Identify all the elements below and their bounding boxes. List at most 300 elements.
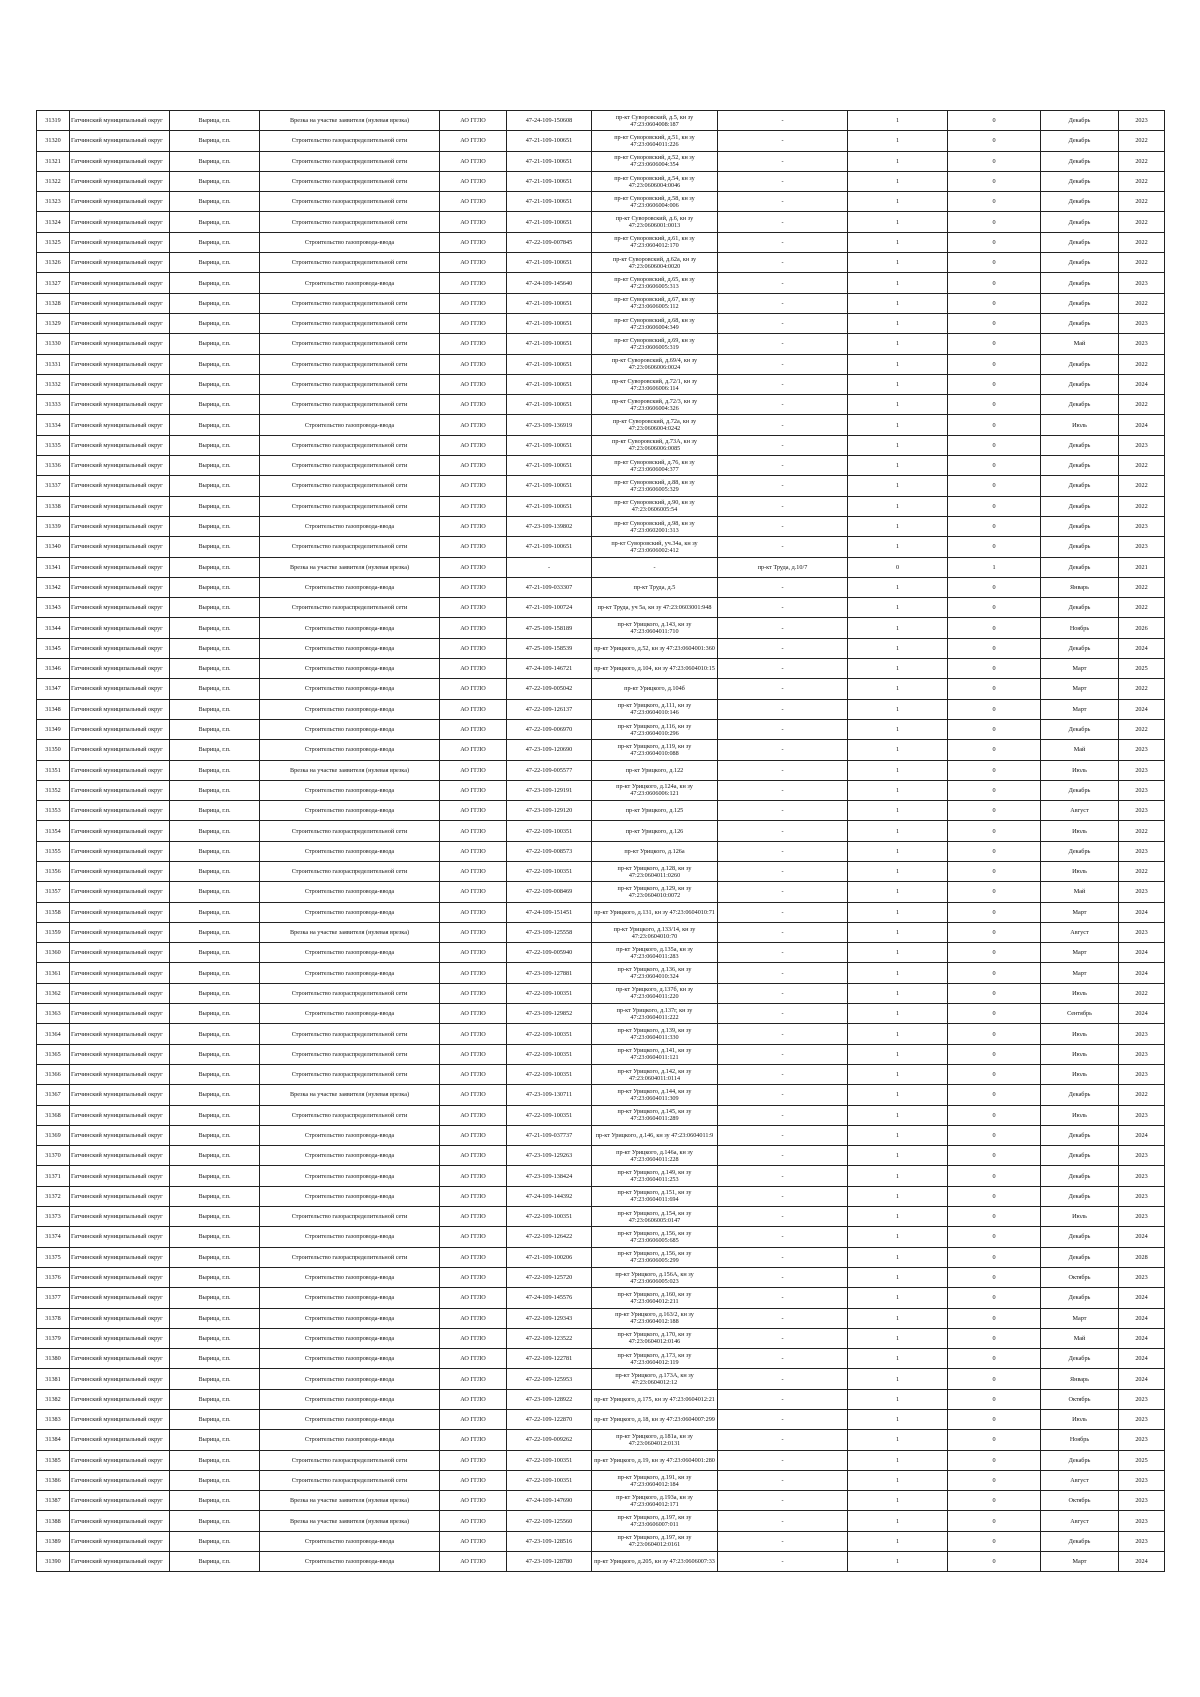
work-type-cell: Строительство газораспределительной сети	[260, 1024, 440, 1044]
table-row	[37, 983, 1165, 1003]
municipality-cell: Гатчинский муниципальный округ	[70, 1470, 170, 1490]
address-alt-cell: -	[718, 943, 848, 963]
year-cell: 2023	[1119, 1491, 1165, 1511]
organization-cell: АО ГГЛО	[440, 1146, 507, 1166]
tu-number-cell: 47-21-109-100651	[507, 395, 592, 415]
tu-number-cell: 47-21-109-033307	[507, 577, 592, 597]
year-cell: 2022	[1119, 821, 1165, 841]
tu-number-cell: 47-21-109-100651	[507, 131, 592, 151]
address-cadastral-cell: пр-кт Урицкого, д.125	[592, 801, 718, 821]
tu-number-cell: 47-21-109-100651	[507, 374, 592, 394]
organization-cell: АО ГГЛО	[440, 313, 507, 333]
count-b-cell: 0	[948, 1491, 1041, 1511]
year-cell: 2023	[1119, 1105, 1165, 1125]
row-number-cell: 31389	[37, 1531, 70, 1551]
count-a-cell: 1	[848, 1470, 948, 1490]
table-row	[37, 1491, 1165, 1511]
tu-number-cell: 47-24-109-144392	[507, 1186, 592, 1206]
count-a-cell: 1	[848, 598, 948, 618]
count-a-cell: 1	[848, 1064, 948, 1084]
address-alt-cell: -	[718, 1328, 848, 1348]
address-cadastral-cell: пр-кт Суворовский, д.54, кн зу 47:23:0606004:0046	[592, 171, 718, 191]
month-cell: Март	[1041, 1308, 1119, 1328]
count-b-cell: 0	[948, 232, 1041, 252]
address-cadastral-cell: пр-кт Суворовский, д.65, кн зу 47:23:0606005:313	[592, 273, 718, 293]
address-cadastral-cell: пр-кт Труда, д.5	[592, 577, 718, 597]
address-alt-cell: -	[718, 1227, 848, 1247]
row-number-cell: 31382	[37, 1389, 70, 1409]
work-type-cell: Строительство газопровода-ввода	[260, 740, 440, 760]
organization-cell: АО ГГЛО	[440, 801, 507, 821]
work-type-cell: Строительство газораспределительной сети	[260, 1450, 440, 1470]
address-alt-cell: -	[718, 476, 848, 496]
organization-cell: АО ГГЛО	[440, 151, 507, 171]
address-cadastral-cell: пр-кт Урицкого, д.129, кн зу 47:23:0604010:0072	[592, 882, 718, 902]
tu-number-cell: 47-21-109-100651	[507, 293, 592, 313]
month-cell: Декабрь	[1041, 456, 1119, 476]
count-a-cell: 1	[848, 374, 948, 394]
month-cell: Ноябрь	[1041, 1430, 1119, 1450]
settlement-cell: Вырица, г.п.	[170, 151, 260, 171]
address-cadastral-cell: пр-кт Суворовский, д.98, кн зу 47:23:0602001:313	[592, 516, 718, 536]
work-type-cell: Строительство газопровода-ввода	[260, 1267, 440, 1287]
count-a-cell: 1	[848, 1186, 948, 1206]
count-a-cell: 1	[848, 821, 948, 841]
address-alt-cell: -	[718, 1064, 848, 1084]
address-alt-cell: -	[718, 740, 848, 760]
tu-number-cell: 47-22-109-126137	[507, 699, 592, 719]
row-number-cell: 31328	[37, 293, 70, 313]
work-type-cell: Строительство газораспределительной сети	[260, 374, 440, 394]
settlement-cell: Вырица, г.п.	[170, 780, 260, 800]
address-alt-cell: -	[718, 1288, 848, 1308]
count-a-cell: 1	[848, 1288, 948, 1308]
row-number-cell: 31352	[37, 780, 70, 800]
month-cell: Декабрь	[1041, 1125, 1119, 1145]
row-number-cell: 31356	[37, 861, 70, 881]
municipality-cell: Гатчинский муниципальный округ	[70, 334, 170, 354]
count-b-cell: 0	[948, 659, 1041, 679]
tu-number-cell: 47-21-109-100651	[507, 496, 592, 516]
year-cell: 2024	[1119, 1004, 1165, 1024]
table-row	[37, 1105, 1165, 1125]
organization-cell: АО ГГЛО	[440, 983, 507, 1003]
count-b-cell: 0	[948, 435, 1041, 455]
table-row	[37, 963, 1165, 983]
address-alt-cell: -	[718, 537, 848, 557]
month-cell: Декабрь	[1041, 476, 1119, 496]
tu-number-cell: 47-21-109-100651	[507, 192, 592, 212]
table-row	[37, 253, 1165, 273]
address-alt-cell: -	[718, 1207, 848, 1227]
row-number-cell: 31363	[37, 1004, 70, 1024]
tu-number-cell: 47-22-109-100351	[507, 1044, 592, 1064]
year-cell: 2024	[1119, 1308, 1165, 1328]
month-cell: Март	[1041, 679, 1119, 699]
organization-cell: АО ГГЛО	[440, 537, 507, 557]
settlement-cell: Вырица, г.п.	[170, 1186, 260, 1206]
address-cadastral-cell: пр-кт Урицкого, д.126а	[592, 841, 718, 861]
settlement-cell: Вырица, г.п.	[170, 1450, 260, 1470]
row-number-cell: 31371	[37, 1166, 70, 1186]
count-b-cell: 0	[948, 1308, 1041, 1328]
year-cell: 2023	[1119, 1207, 1165, 1227]
municipality-cell: Гатчинский муниципальный округ	[70, 1491, 170, 1511]
count-b-cell: 0	[948, 1430, 1041, 1450]
count-b-cell: 0	[948, 598, 1041, 618]
organization-cell: АО ГГЛО	[440, 1227, 507, 1247]
settlement-cell: Вырица, г.п.	[170, 1267, 260, 1287]
row-number-cell: 31321	[37, 151, 70, 171]
address-cadastral-cell: пр-кт Урицкого, д.156, кн зу 47:23:0606005:685	[592, 1227, 718, 1247]
count-a-cell: 1	[848, 334, 948, 354]
address-alt-cell: -	[718, 232, 848, 252]
address-cadastral-cell: пр-кт Суворовский, д.72/1, кн зу 47:23:0606006:114	[592, 374, 718, 394]
organization-cell: АО ГГЛО	[440, 192, 507, 212]
organization-cell: АО ГГЛО	[440, 699, 507, 719]
work-type-cell: Строительство газопровода-ввода	[260, 1531, 440, 1551]
count-b-cell: 0	[948, 740, 1041, 760]
organization-cell: АО ГГЛО	[440, 496, 507, 516]
municipality-cell: Гатчинский муниципальный округ	[70, 415, 170, 435]
settlement-cell: Вырица, г.п.	[170, 1389, 260, 1409]
count-b-cell: 0	[948, 1410, 1041, 1430]
address-cadastral-cell: пр-кт Труда, уч 5а, кн зу 47:23:0603001:948	[592, 598, 718, 618]
settlement-cell: Вырица, г.п.	[170, 1024, 260, 1044]
count-a-cell: 1	[848, 1024, 948, 1044]
settlement-cell: Вырица, г.п.	[170, 395, 260, 415]
tu-number-cell: 47-22-109-125953	[507, 1369, 592, 1389]
address-cadastral-cell: пр-кт Урицкого, д.191, кн зу 47:23:0604012:184	[592, 1470, 718, 1490]
settlement-cell: Вырица, г.п.	[170, 232, 260, 252]
table-row	[37, 1064, 1165, 1084]
work-type-cell: Строительство газораспределительной сети	[260, 313, 440, 333]
table-row	[37, 1470, 1165, 1490]
year-cell: 2023	[1119, 334, 1165, 354]
month-cell: Декабрь	[1041, 496, 1119, 516]
count-b-cell: 0	[948, 192, 1041, 212]
count-a-cell: 1	[848, 1004, 948, 1024]
year-cell: 2022	[1119, 395, 1165, 415]
settlement-cell: Вырица, г.п.	[170, 1552, 260, 1572]
work-type-cell: Строительство газопровода-ввода	[260, 618, 440, 638]
month-cell: Декабрь	[1041, 1450, 1119, 1470]
count-b-cell: 0	[948, 496, 1041, 516]
work-type-cell: Строительство газораспределительной сети	[260, 131, 440, 151]
table-row	[37, 537, 1165, 557]
year-cell: 2023	[1119, 1024, 1165, 1044]
address-alt-cell: -	[718, 1349, 848, 1369]
count-b-cell: 0	[948, 415, 1041, 435]
table-row	[37, 1166, 1165, 1186]
count-a-cell: 1	[848, 861, 948, 881]
settlement-cell: Вырица, г.п.	[170, 1369, 260, 1389]
table-row	[37, 719, 1165, 739]
count-a-cell: 1	[848, 273, 948, 293]
row-number-cell: 31323	[37, 192, 70, 212]
tu-number-cell: 47-22-109-005042	[507, 679, 592, 699]
tu-number-cell: 47-22-109-008469	[507, 882, 592, 902]
count-b-cell: 0	[948, 801, 1041, 821]
year-cell: 2023	[1119, 273, 1165, 293]
row-number-cell: 31331	[37, 354, 70, 374]
row-number-cell: 31342	[37, 577, 70, 597]
year-cell: 2023	[1119, 111, 1165, 131]
month-cell: Август	[1041, 922, 1119, 942]
month-cell: Октябрь	[1041, 1389, 1119, 1409]
tu-number-cell: 47-22-109-100351	[507, 821, 592, 841]
organization-cell: АО ГГЛО	[440, 1207, 507, 1227]
settlement-cell: Вырица, г.п.	[170, 171, 260, 191]
month-cell: Май	[1041, 740, 1119, 760]
row-number-cell: 31325	[37, 232, 70, 252]
table-row	[37, 1349, 1165, 1369]
address-alt-cell: -	[718, 273, 848, 293]
work-type-cell: Строительство газопровода-ввода	[260, 780, 440, 800]
work-type-cell: Строительство газопровода-ввода	[260, 699, 440, 719]
address-cadastral-cell: пр-кт Урицкого, д.175, кн зу 47:23:0604012:21	[592, 1389, 718, 1409]
municipality-cell: Гатчинский муниципальный округ	[70, 516, 170, 536]
work-type-cell: Строительство газораспределительной сети	[260, 192, 440, 212]
year-cell: 2022	[1119, 861, 1165, 881]
count-b-cell: 0	[948, 395, 1041, 415]
count-b-cell: 0	[948, 760, 1041, 780]
tu-number-cell: 47-24-109-146721	[507, 659, 592, 679]
month-cell: Декабрь	[1041, 354, 1119, 374]
address-alt-cell: -	[718, 618, 848, 638]
count-b-cell: 0	[948, 638, 1041, 658]
settlement-cell: Вырица, г.п.	[170, 943, 260, 963]
row-number-cell: 31333	[37, 395, 70, 415]
work-type-cell: Врезка на участке заявителя (нулевая врезка)	[260, 1511, 440, 1531]
count-a-cell: 0	[848, 557, 948, 577]
count-a-cell: 1	[848, 1552, 948, 1572]
address-alt-cell: -	[718, 1186, 848, 1206]
table-row	[37, 1552, 1165, 1572]
count-a-cell: 1	[848, 1267, 948, 1287]
address-cadastral-cell: пр-кт Урицкого, д.119, кн зу 47:23:0604010:088	[592, 740, 718, 760]
row-number-cell: 31359	[37, 922, 70, 942]
tu-number-cell: 47-25-109-158539	[507, 638, 592, 658]
count-b-cell: 0	[948, 1146, 1041, 1166]
count-a-cell: 1	[848, 354, 948, 374]
count-a-cell: 1	[848, 943, 948, 963]
row-number-cell: 31334	[37, 415, 70, 435]
row-number-cell: 31377	[37, 1288, 70, 1308]
count-a-cell: 1	[848, 111, 948, 131]
tu-number-cell: 47-22-109-100351	[507, 1064, 592, 1084]
settlement-cell: Вырица, г.п.	[170, 192, 260, 212]
count-b-cell: 0	[948, 151, 1041, 171]
table-row	[37, 212, 1165, 232]
address-alt-cell: -	[718, 780, 848, 800]
count-b-cell: 0	[948, 902, 1041, 922]
address-alt-cell: -	[718, 719, 848, 739]
count-a-cell: 1	[848, 902, 948, 922]
year-cell: 2023	[1119, 780, 1165, 800]
organization-cell: АО ГГЛО	[440, 212, 507, 232]
settlement-cell: Вырица, г.п.	[170, 415, 260, 435]
count-a-cell: 1	[848, 293, 948, 313]
organization-cell: АО ГГЛО	[440, 1552, 507, 1572]
table-row	[37, 1308, 1165, 1328]
year-cell: 2022	[1119, 171, 1165, 191]
count-b-cell: 0	[948, 1511, 1041, 1531]
year-cell: 2023	[1119, 1166, 1165, 1186]
tu-number-cell: 47-23-109-129120	[507, 801, 592, 821]
year-cell: 2022	[1119, 354, 1165, 374]
table-row	[37, 740, 1165, 760]
organization-cell: АО ГГЛО	[440, 1085, 507, 1105]
year-cell: 2023	[1119, 1389, 1165, 1409]
count-a-cell: 1	[848, 1531, 948, 1551]
count-b-cell: 0	[948, 841, 1041, 861]
month-cell: Декабрь	[1041, 131, 1119, 151]
row-number-cell: 31340	[37, 537, 70, 557]
row-number-cell: 31350	[37, 740, 70, 760]
work-type-cell: Строительство газопровода-ввода	[260, 1410, 440, 1430]
count-a-cell: 1	[848, 963, 948, 983]
address-alt-cell: -	[718, 415, 848, 435]
address-alt-cell: -	[718, 760, 848, 780]
settlement-cell: Вырица, г.п.	[170, 821, 260, 841]
count-b-cell: 0	[948, 1470, 1041, 1490]
work-type-cell: Строительство газопровода-ввода	[260, 1004, 440, 1024]
year-cell: 2024	[1119, 1552, 1165, 1572]
address-cadastral-cell: пр-кт Урицкого, д.170, кн зу 47:23:0604012:0146	[592, 1328, 718, 1348]
organization-cell: АО ГГЛО	[440, 1044, 507, 1064]
tu-number-cell: 47-23-109-139802	[507, 516, 592, 536]
address-alt-cell: -	[718, 1085, 848, 1105]
address-alt-cell: -	[718, 821, 848, 841]
address-alt-cell: -	[718, 922, 848, 942]
year-cell: 2023	[1119, 313, 1165, 333]
year-cell: 2022	[1119, 131, 1165, 151]
count-b-cell: 0	[948, 1004, 1041, 1024]
count-a-cell: 1	[848, 1430, 948, 1450]
row-number-cell: 31370	[37, 1146, 70, 1166]
count-b-cell: 0	[948, 1044, 1041, 1064]
count-b-cell: 0	[948, 212, 1041, 232]
work-type-cell: Строительство газопровода-ввода	[260, 1227, 440, 1247]
settlement-cell: Вырица, г.п.	[170, 496, 260, 516]
month-cell: Май	[1041, 1328, 1119, 1348]
year-cell: 2026	[1119, 618, 1165, 638]
table-row	[37, 354, 1165, 374]
settlement-cell: Вырица, г.п.	[170, 1511, 260, 1531]
year-cell: 2022	[1119, 253, 1165, 273]
month-cell: Май	[1041, 334, 1119, 354]
tu-number-cell: -	[507, 557, 592, 577]
row-number-cell: 31355	[37, 841, 70, 861]
month-cell: Декабрь	[1041, 1085, 1119, 1105]
settlement-cell: Вырица, г.п.	[170, 476, 260, 496]
address-cadastral-cell: пр-кт Урицкого, д.124а, кн зу 47:23:0606006:121	[592, 780, 718, 800]
count-b-cell: 0	[948, 1085, 1041, 1105]
organization-cell: АО ГГЛО	[440, 374, 507, 394]
table-row	[37, 1450, 1165, 1470]
year-cell: 2024	[1119, 699, 1165, 719]
settlement-cell: Вырица, г.п.	[170, 1308, 260, 1328]
organization-cell: АО ГГЛО	[440, 943, 507, 963]
address-cadastral-cell: пр-кт Урицкого, д.146, кн зу 47:23:0604011:9	[592, 1125, 718, 1145]
address-alt-cell: пр-кт Труда, д.10/7	[718, 557, 848, 577]
municipality-cell: Гатчинский муниципальный округ	[70, 1531, 170, 1551]
table-row	[37, 1267, 1165, 1287]
settlement-cell: Вырица, г.п.	[170, 435, 260, 455]
month-cell: Январь	[1041, 577, 1119, 597]
municipality-cell: Гатчинский муниципальный округ	[70, 293, 170, 313]
row-number-cell: 31367	[37, 1085, 70, 1105]
count-b-cell: 0	[948, 1369, 1041, 1389]
organization-cell: АО ГГЛО	[440, 1511, 507, 1531]
work-type-cell: Строительство газопровода-ввода	[260, 882, 440, 902]
settlement-cell: Вырица, г.п.	[170, 1328, 260, 1348]
table-row	[37, 577, 1165, 597]
year-cell: 2023	[1119, 1430, 1165, 1450]
tu-number-cell: 47-22-109-008573	[507, 841, 592, 861]
month-cell: Декабрь	[1041, 516, 1119, 536]
municipality-cell: Гатчинский муниципальный округ	[70, 1166, 170, 1186]
month-cell: Декабрь	[1041, 212, 1119, 232]
year-cell: 2022	[1119, 496, 1165, 516]
month-cell: Июль	[1041, 1207, 1119, 1227]
tu-number-cell: 47-21-109-100651	[507, 313, 592, 333]
municipality-cell: Гатчинский муниципальный округ	[70, 861, 170, 881]
address-alt-cell: -	[718, 293, 848, 313]
municipality-cell: Гатчинский муниципальный округ	[70, 496, 170, 516]
work-type-cell: Строительство газораспределительной сети	[260, 1470, 440, 1490]
table-row	[37, 882, 1165, 902]
address-cadastral-cell: пр-кт Суворовский, д.62а, кн зу 47:23:0606004:0020	[592, 253, 718, 273]
count-a-cell: 1	[848, 313, 948, 333]
count-b-cell: 0	[948, 293, 1041, 313]
tu-number-cell: 47-23-109-138424	[507, 1166, 592, 1186]
count-b-cell: 0	[948, 679, 1041, 699]
tu-number-cell: 47-23-109-120690	[507, 740, 592, 760]
municipality-cell: Гатчинский муниципальный округ	[70, 395, 170, 415]
table-row	[37, 780, 1165, 800]
count-b-cell: 0	[948, 882, 1041, 902]
organization-cell: АО ГГЛО	[440, 882, 507, 902]
month-cell: Июль	[1041, 1024, 1119, 1044]
tu-number-cell: 47-22-109-125560	[507, 1511, 592, 1531]
register-rows	[37, 111, 1165, 1572]
work-type-cell: Строительство газопровода-ввода	[260, 1328, 440, 1348]
tu-number-cell: 47-21-109-100651	[507, 212, 592, 232]
table-row	[37, 638, 1165, 658]
count-b-cell: 0	[948, 719, 1041, 739]
count-b-cell: 0	[948, 354, 1041, 374]
work-type-cell: Врезка на участке заявителя (нулевая врезка)	[260, 557, 440, 577]
row-number-cell: 31360	[37, 943, 70, 963]
work-type-cell: Строительство газораспределительной сети	[260, 253, 440, 273]
address-cadastral-cell: пр-кт Урицкого, д.128, кн зу 47:23:0604011:0260	[592, 861, 718, 881]
month-cell: Декабрь	[1041, 1247, 1119, 1267]
tu-number-cell: 47-22-109-100351	[507, 1024, 592, 1044]
month-cell: Декабрь	[1041, 192, 1119, 212]
address-alt-cell: -	[718, 638, 848, 658]
organization-cell: АО ГГЛО	[440, 1004, 507, 1024]
row-number-cell: 31346	[37, 659, 70, 679]
address-alt-cell: -	[718, 1044, 848, 1064]
address-cadastral-cell: пр-кт Урицкого, д.181а, кн зу 47:23:0604012:0131	[592, 1430, 718, 1450]
count-a-cell: 1	[848, 1410, 948, 1430]
address-cadastral-cell: пр-кт Суворовский, д.76, кн зу 47:23:0606004:377	[592, 456, 718, 476]
table-row	[37, 1207, 1165, 1227]
organization-cell: АО ГГЛО	[440, 963, 507, 983]
month-cell: Август	[1041, 801, 1119, 821]
